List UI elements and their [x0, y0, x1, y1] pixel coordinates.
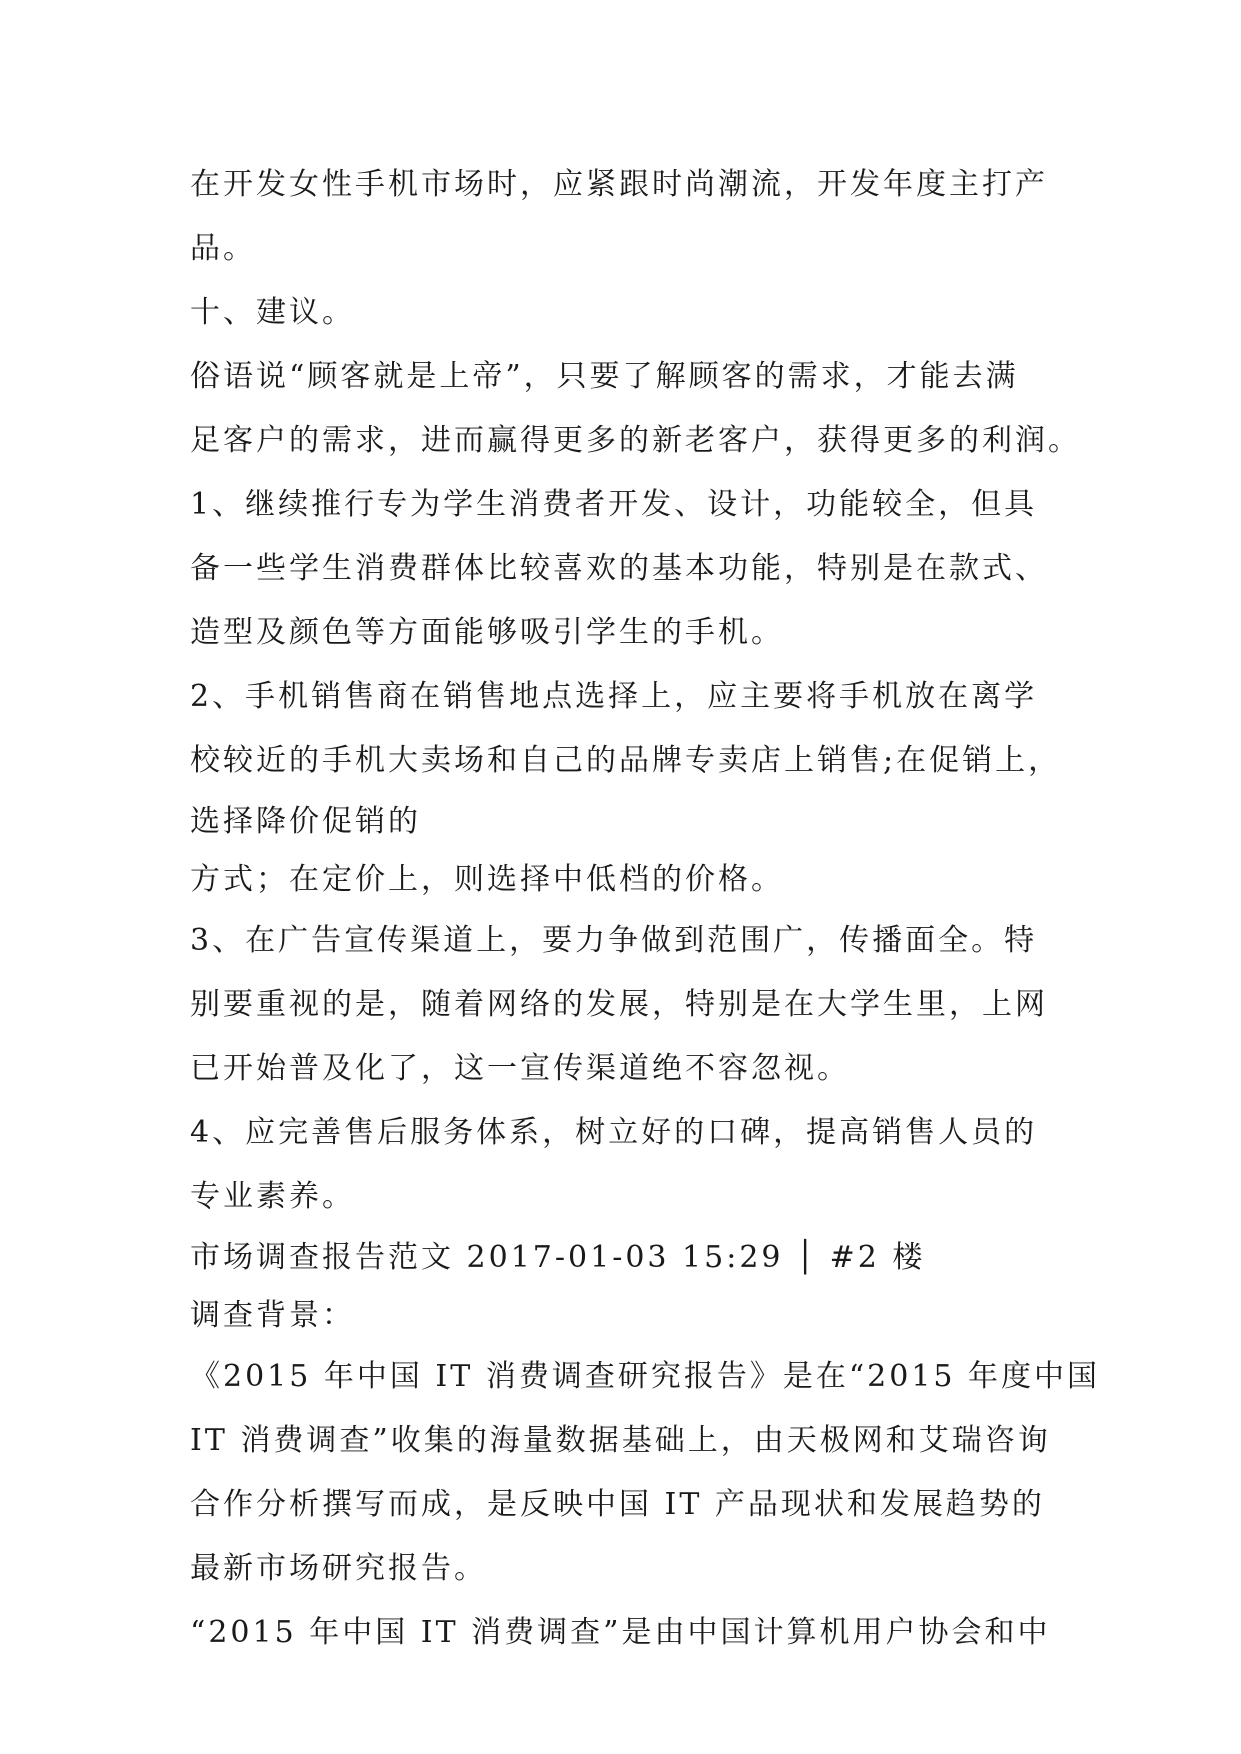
text-line: 《2015 年中国 IT 消费调查研究报告》是在“2015 年度中国 [190, 1359, 1101, 1394]
text-line: IT 消费调查”收集的海量数据基础上，由天极网和艾瑞咨询 [190, 1423, 1051, 1458]
text-line: 校较近的手机大卖场和自己的品牌专卖店上销售;在促销上， [190, 743, 1062, 778]
text-line: 合作分析撰写而成，是反映中国 IT 产品现状和发展趋势的 [190, 1487, 1045, 1522]
text-line: 备一些学生消费群体比较喜欢的基本功能，特别是在款式、 [190, 551, 1048, 586]
text-line: 方式；在定价上，则选择中低档的价格。 [190, 862, 784, 897]
list-item: 1、继续推行专为学生消费者开发、设计，功能较全，但具 [190, 487, 1038, 522]
section-heading: 十、建议。 [190, 295, 355, 330]
section-heading: 调查背景： [190, 1298, 355, 1333]
text-line: 最新市场研究报告。 [190, 1551, 487, 1586]
text-line: 足客户的需求，进而赢得更多的新老客户，获得更多的利润。 [190, 423, 1081, 458]
post-header: 市场调查报告范文 2017-01-03 15:29 │ #2 楼 [190, 1240, 926, 1275]
text-line: 选择降价促销的 [190, 804, 421, 839]
list-item: 3、在广告宣传渠道上，要力争做到范围广，传播面全。特 [190, 923, 1038, 958]
text-line: “2015 年中国 IT 消费调查”是由中国计算机用户协会和中 [190, 1615, 1051, 1650]
text-line: 在开发女性手机市场时，应紧跟时尚潮流，开发年度主打产 [190, 167, 1048, 202]
text-line: 专业素养。 [190, 1179, 355, 1214]
list-item: 4、应完善售后服务体系，树立好的口碑，提高销售人员的 [190, 1115, 1038, 1150]
document-body [190, 153, 1101, 1665]
list-item: 2、手机销售商在销售地点选择上，应主要将手机放在离学 [190, 679, 1038, 714]
text-line: 品。 [190, 231, 256, 266]
text-line: 已开始普及化了，这一宣传渠道绝不容忽视。 [190, 1051, 850, 1086]
text-line: 别要重视的是，随着网络的发展，特别是在大学生里，上网 [190, 987, 1048, 1022]
text-line: 造型及颜色等方面能够吸引学生的手机。 [190, 615, 784, 650]
text-line: 俗语说“顾客就是上帝”，只要了解顾客的需求，才能去满 [190, 359, 1019, 394]
